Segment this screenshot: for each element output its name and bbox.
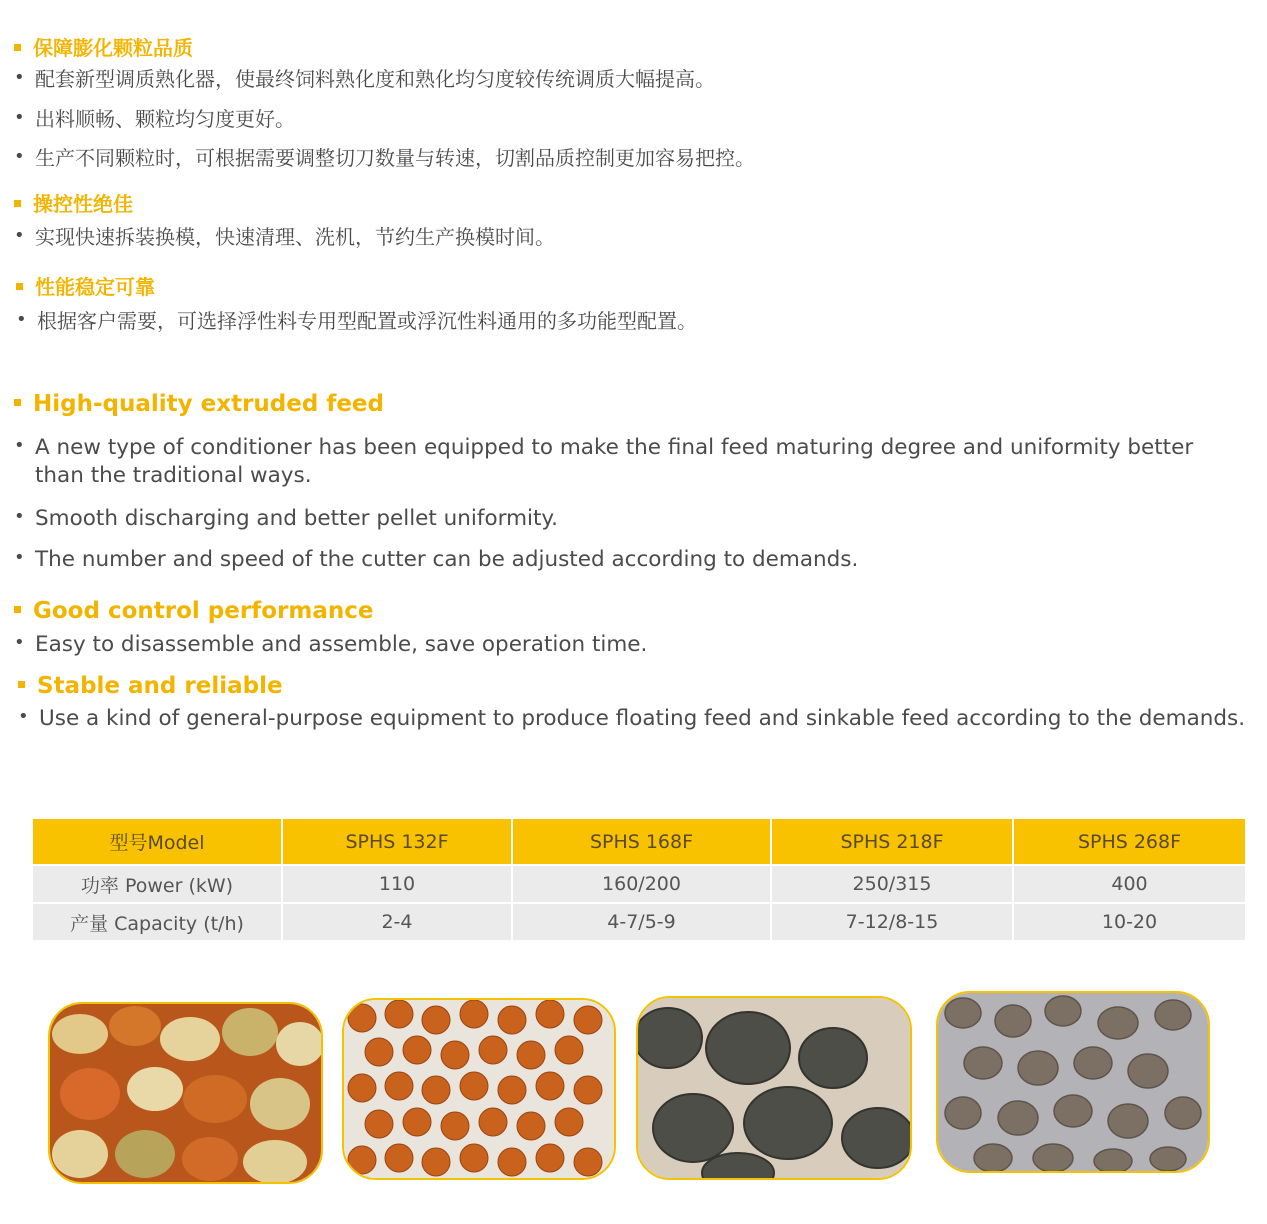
- square-bullet-icon: [14, 44, 21, 51]
- en-bullet-item: • A new type of conditioner has been equipped to make the final feed maturing degree and uniformity better than the traditional ways.: [14, 435, 1194, 488]
- en-bullet-item: • Easy to disassemble and assemble, save operation time.: [14, 632, 648, 657]
- table-header-row: [33, 819, 1245, 865]
- fish-feed-dark-photo: [636, 996, 912, 1180]
- fish-feed-gray-photo: [936, 991, 1210, 1173]
- table-cell: 2-4: [282, 903, 512, 940]
- table-cell: 110: [282, 865, 512, 903]
- table-header-cell: SPHS 168F: [512, 819, 771, 865]
- table-cell: 160/200: [512, 865, 771, 903]
- table-header-cell: SPHS 218F: [771, 819, 1013, 865]
- zh-section-heading: 保障膨化颗粒品质: [14, 32, 193, 61]
- table-cell: 10-20: [1013, 903, 1245, 940]
- table-cell: 产量 Capacity (t/h): [33, 903, 282, 940]
- square-bullet-icon: [14, 606, 21, 613]
- zh-section-heading: 操控性绝佳: [14, 188, 133, 217]
- table-cell: 4-7/5-9: [512, 903, 771, 940]
- fish-feed-orange-photo: [342, 998, 616, 1180]
- table-row: [33, 903, 1245, 940]
- zh-bullet-item: • 实现快速拆装换模，快速清理、洗机，节约生产换模时间。: [14, 225, 555, 249]
- en-section-heading: Good control performance: [14, 598, 373, 624]
- zh-bullet-item: • 生产不同颗粒时，可根据需要调整切刀数量与转速，切割品质控制更加容易把控。: [14, 146, 755, 170]
- square-bullet-icon: [16, 283, 23, 290]
- pet-food-photo: [48, 1002, 323, 1184]
- table-cell: 功率 Power (kW): [33, 865, 282, 903]
- en-bullet-item: • The number and speed of the cutter can be adjusted according to demands.: [14, 547, 859, 572]
- spec-table: [33, 819, 1245, 940]
- table-header-cell: SPHS 132F: [282, 819, 512, 865]
- table-cell: 400: [1013, 865, 1245, 903]
- table-row: [33, 865, 1245, 903]
- en-bullet-item: • Use a kind of general-purpose equipment to produce floating feed and sinkable feed according to the demands.: [18, 706, 1246, 731]
- en-section-heading: High-quality extruded feed: [14, 391, 384, 417]
- en-bullet-item: • Smooth discharging and better pellet uniformity.: [14, 506, 558, 531]
- table-header-cell: SPHS 268F: [1013, 819, 1245, 865]
- square-bullet-icon: [18, 681, 25, 688]
- table-cell: 250/315: [771, 865, 1013, 903]
- table-cell: 7-12/8-15: [771, 903, 1013, 940]
- table-header-cell: 型号Model: [33, 819, 282, 865]
- zh-bullet-item: • 配套新型调质熟化器，使最终饲料熟化度和熟化均匀度较传统调质大幅提高。: [14, 67, 715, 91]
- square-bullet-icon: [14, 200, 21, 207]
- zh-bullet-item: • 根据客户需要，可选择浮性料专用型配置或浮沉性料通用的多功能型配置。: [16, 309, 697, 333]
- zh-section-heading: 性能稳定可靠: [16, 271, 155, 300]
- en-section-heading: Stable and reliable: [18, 673, 283, 699]
- zh-bullet-item: • 出料顺畅、颗粒均匀度更好。: [14, 107, 295, 131]
- square-bullet-icon: [14, 399, 21, 406]
